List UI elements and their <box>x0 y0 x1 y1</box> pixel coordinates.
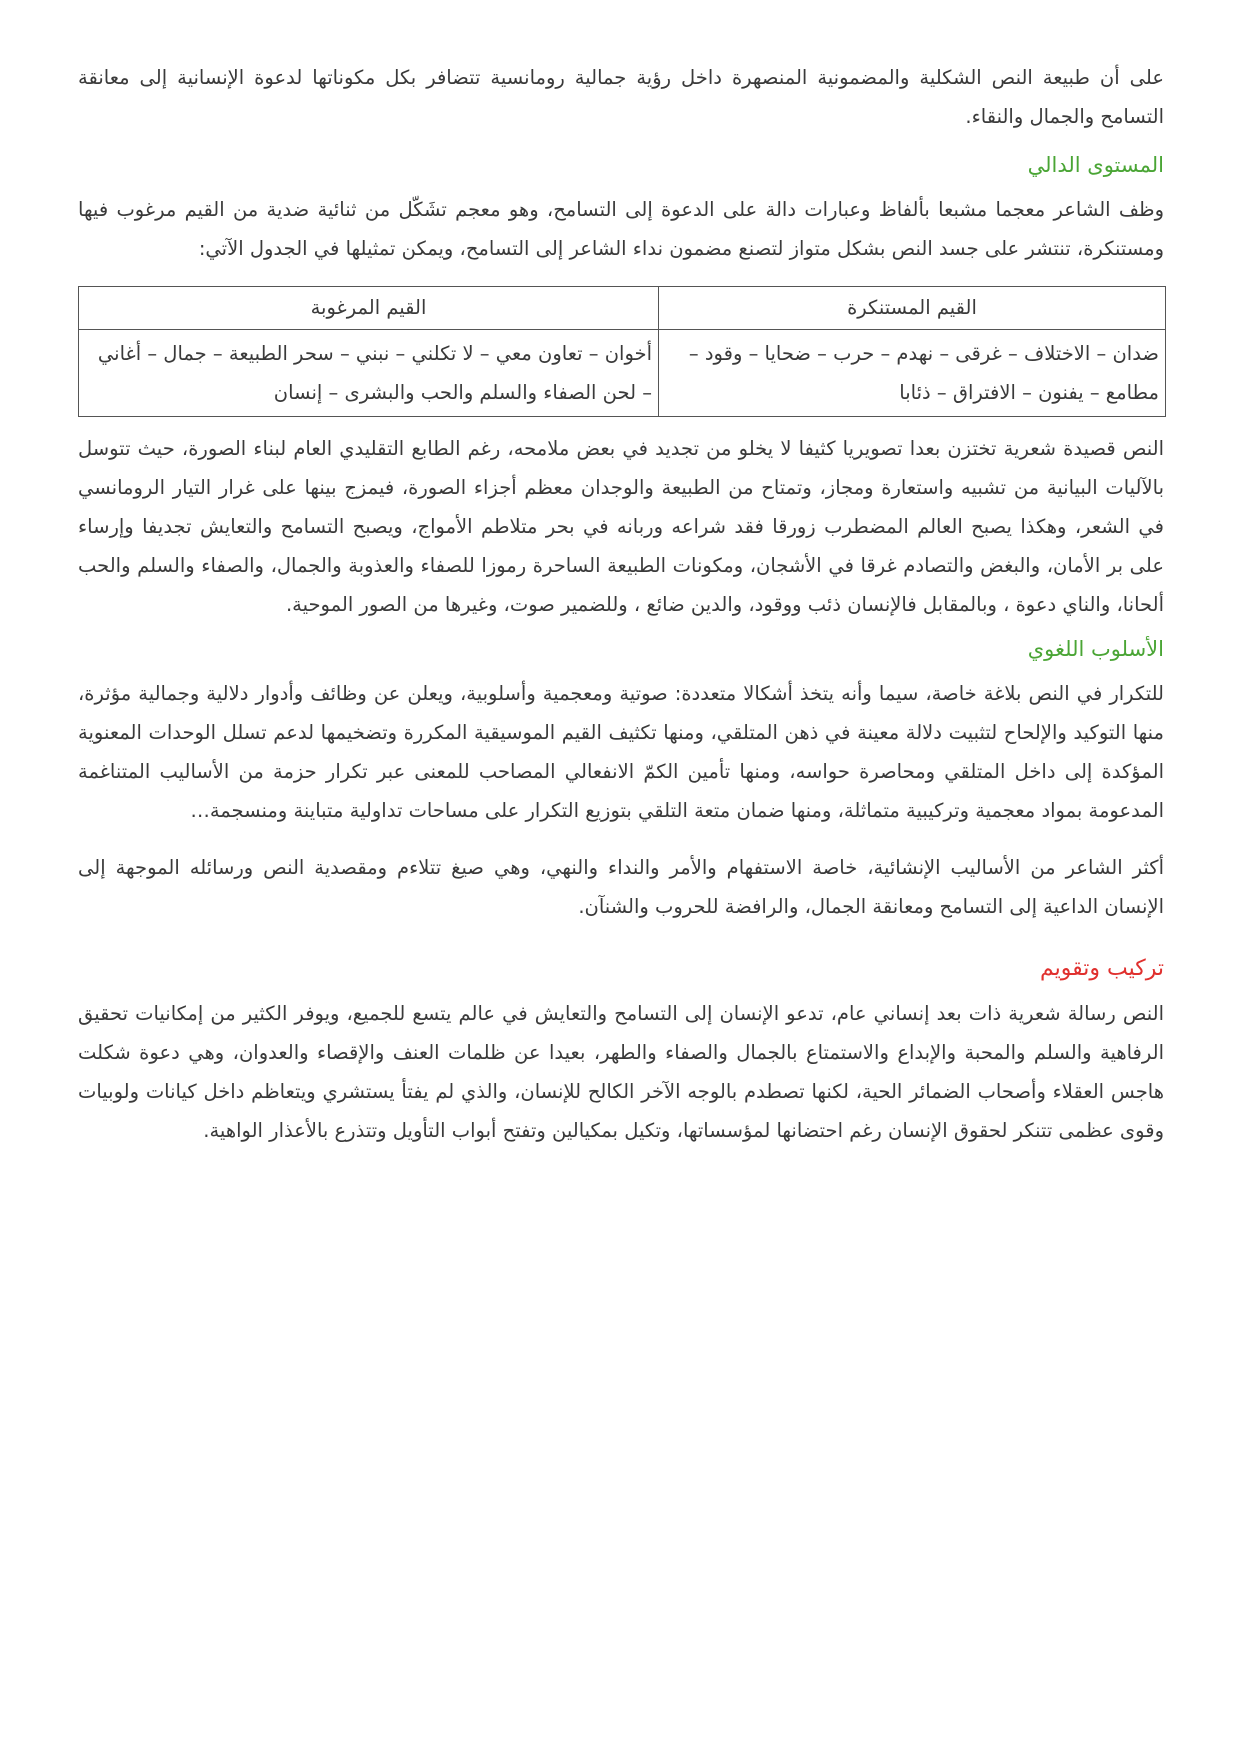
document-page <box>78 58 1164 1150</box>
linguistic-style-paragraph-2: أكثر الشاعر من الأساليب الإنشائية، خاصة الاستفهام والأمر والنداء والنهي، وهي صيغ تتلاءم ومقصدية النص ورسائله الموجهة إلى الإنسان الداعية إلى التسامح ومعانقة الجمال، والرافضة للحروب والشنآن. <box>78 856 1164 918</box>
header-desired-values: القيم المرغوبة <box>79 287 659 330</box>
linguistic-style-paragraph-1: للتكرار في النص بلاغة خاصة، سيما وأنه يتخذ أشكالا متعددة: صوتية ومعجمية وأسلوبية، ويعلن عن وظائف وأدوار دلالية وجمالية مؤثرة، منها التوكيد والإلحاح لتثبيت دلالة معينة في ذهن المتلقي، ومنها تكثيف القيم الموسيقية المكررة وتضخيمها لدعم تسلل الوحدات المعنوية المؤكدة إلى داخل المتلقي ومحاصرة حواسه، ومنها تأمين الكمّ الانفعالي المصاحب للمعنى عبر تكرار حزمة من الأساليب المتناغمة المدعومة بمواد معجمية وتركيبية متماثلة، ومنها ضمان متعة التلقي بتوزيع التكرار على مساحات تداولية متباينة ومنسجمة… <box>78 682 1164 822</box>
heading-semantic-level: المستوى الدالي <box>1027 153 1164 177</box>
cell-desired-values: أخوان – تعاون معي – لا تكلني – نبني – سحر الطبيعة – جمال – أغاني – لحن الصفاء والسلم والحب والبشرى – إنسان <box>79 330 659 417</box>
values-table-row <box>79 330 1166 417</box>
values-table <box>78 286 1166 417</box>
synthesis-paragraph: النص رسالة شعرية ذات بعد إنساني عام، تدعو الإنسان إلى التسامح والتعايش في عالم يتسع للجميع، ويوفر الكثير من إمكانيات تحقيق الرفاهية والسلم والمحبة والإبداع والاستمتاع بالجمال والصفاء والطهر، بعيدا عن ظلمات العنف والإقصاء والعدوان، وهي دعوة شكلت هاجس العقلاء وأصحاب الضمائر الحية، لكنها تصطدم بالوجه الآخر الكالح للإنسان، والذي لم يفتأ يستشري ويتعاظم داخل كيانات ولوبيات وقوى عظمى تتنكر لحقوق الإنسان رغم احتضانها لمؤسساتها، وتكيل بمكيالين وتفتح أبواب التأويل وتتذرع بالأعذار الواهية. <box>78 1002 1164 1142</box>
cell-condemned-values: ضدان – الاختلاف – غرقى – نهدم – حرب – ضحايا – وقود – مطامع – يفنون – الافتراق – ذئابا <box>659 330 1166 417</box>
heading-synthesis: تركيب وتقويم <box>1040 956 1164 981</box>
semantic-level-paragraph: وظف الشاعر معجما مشبعا بألفاظ وعبارات دالة على الدعوة إلى التسامح، وهو معجم تشَكّل من ثنائية ضدية من القيم مرغوب فيها ومستنكرة، تنتشر على جسد النص بشكل متواز لتصنع مضمون نداء الشاعر إلى التسامح، ويمكن تمثيلها في الجدول الآتي: <box>78 198 1164 260</box>
values-table-header-row <box>79 287 1166 330</box>
imagery-paragraph: النص قصيدة شعرية تختزن بعدا تصويريا كثيفا لا يخلو من تجديد في بعض ملامحه، رغم الطابع التقليدي العام لبناء الصورة، حيث تتوسل بالآليات البيانية من تشبيه واستعارة ومجاز، وتمتاح من الطبيعة والوجدان معظم أجزاء الصورة، فيمزج بينها على غرار التيار الرومانسي في الشعر، وهكذا يصبح العالم المضطرب زورقا فقد شراعه وربانه في بحر متلاطم الأمواج، ويصبح التسامح والتعايش تجديفا وإرساء على بر الأمان، والبغض والتصادم غرقا في الأشجان، ومكونات الطبيعة الساحرة رموزا للصفاء والعذوبة والجمال، والصفاء والسلم والحب ألحانا، والناي دعوة ، وبالمقابل فالإنسان ذئب ووقود، والدين ضائع ، وللضمير صوت، وغيرها من الصور الموحية. <box>78 437 1164 616</box>
heading-linguistic-style: الأسلوب اللغوي <box>1027 637 1164 661</box>
intro-paragraph: على أن طبيعة النص الشكلية والمضمونية المنصهرة داخل رؤية جمالية رومانسية تتضافر بكل مكوناتها لدعوة الإنسانية إلى معانقة التسامح والجمال والنقاء. <box>78 66 1164 128</box>
header-condemned-values: القيم المستنكرة <box>659 287 1166 330</box>
